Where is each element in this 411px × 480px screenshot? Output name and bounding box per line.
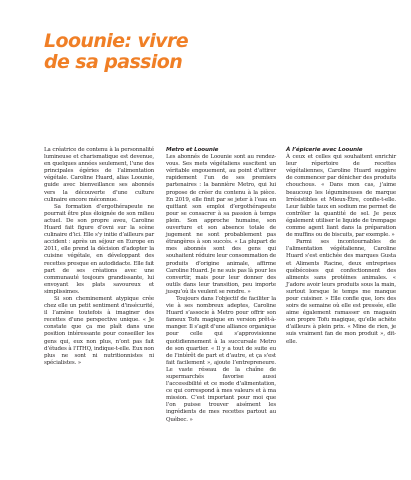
column-1-paragraph: La créatrice de contenu à la personnalité lumineuse et charismatique est devenue, en quelques années seulement, l’une des principales égéries de l’alimentation végétale. Caroline Huard, alias Loounie, guide avec bienveillance ses abonnés vers la découverte d’une culture culinaire encore méconnue. (44, 147, 154, 203)
headline-line-2: de sa passion (44, 51, 183, 73)
article-column-3 (286, 147, 396, 346)
headline-line-1: Loounie: vivre (44, 30, 189, 52)
section-subhead-metro: Metro et Loounie (166, 147, 219, 153)
column-3-paragraph: Parmi ses incontournables de l’alimentation végétalienne, Caroline Huard s’est entichée des marques Gusta et Aliments Racine, deux entreprises québécoises qui confectionnent des aliments sans protéines animales. « J’adore avoir leurs produits sous la main, surtout lorsque le temps me manque pour cuisiner. » Elle confie que, lors des soirs de semaine où elle est pressée, elle aime également ramasser en magasin son propre Tofu magique, qu’elle achète d’ailleurs à plein prix. « Mine de rien, je suis vraiment fan de mon produit », dit-elle. (286, 239, 396, 345)
column-1-paragraph: Sa formation d’ergothérapeute ne pourrait être plus éloignée de son milieu actuel. De son propre aveu, Caroline Huard fait figure d’ovni sur la scène culinaire d’ici. Elle s’y initie d’ailleurs par accident : après un séjour en Europe en 2011, elle prend la décision d’adopter la cuisine végétale, en développant des recettes presque en autodidacte. Elle fait part de ses créations avec une communauté toujours grandissante, lui envoyant les plats savoureux et simplissimes. (44, 203, 154, 295)
column-2-paragraph: Les abonnés de Loounie sont au rendez-vous. Ses mets végétaliens suscitent un véritable engouement, au point d’attirer rapidement l’un de ses premiers partenaires : la bannière Metro, qui lui propose de créer du contenu à la pièce. En 2019, elle finit par se jeter à l’eau en quittant son emploi d’ergothérapeute pour se consacrer à sa passion à temps plein. Son approche humaine, son ouverture et son absence totale de jugement ne sont probablement pas étrangères à son succès. « La plupart de mes abonnés sont des gens qui souhaitent réduire leur consommation de produits d’origine animale, affirme Caroline Huard. Je ne suis pas là pour les convertir, mais pour leur donner des outils dans leur transition, peu importe jusqu’où ils veulent se rendre. » (166, 154, 276, 295)
column-1-paragraph: Si son cheminement atypique crée chez elle un petit sentiment d’insécurité, il l’amène toutefois à imaginer des recettes d’une perspective unique. « Je constate que ça me plaît dans une position intéressante pour conseiller les gens qui, eux non plus, n’ont pas fait d’études à l’ITHQ, indique-t-elle. Eux non plus ne sont ni nutritionnistes ni spécialistes. » (44, 295, 154, 366)
article-headline (44, 31, 264, 73)
article-column-1 (44, 147, 154, 367)
column-3-paragraph: À ceux et celles qui souhaitent enrichir leur répertoire de recettes végétaliennes, Caroline Huard suggère de commencer par dénicher des produits chouchous. « Dans mon cas, j’aime beaucoup les légumineuses de marque Irrésistibles et Mieux-Être, confie-t-elle. Leur faible taux en sodium me permet de contrôler la quantité de sel. Je peux également utiliser le liquide de trempage comme agent liant dans la préparation de muffins ou de biscuits, par exemple. » (286, 154, 396, 239)
article-column-2 (166, 147, 276, 424)
section-subhead-epicerie: À l’épicerie avec Loounie (286, 147, 363, 153)
column-2-paragraph: Toujours dans l’objectif de faciliter la vie à ses nombreux adeptes, Caroline Huard s’associe à Metro pour offrir son fameux Tofu magique en version prêt-à-manger. Il s’agit d’une alliance organique pour celle qui s’approvisionne quotidiennement à la succursale Metro de son quartier. « Il y a tout de suite eu de l’intérêt de part et d’autre, et ça s’est fait facilement », ajoute l’entrepreneure. Le vaste réseau de la chaîne de supermarchés favorise aussi l’accessibilité et ce mode d’alimentation, ce qui correspond à mes valeurs et à ma mission. C’est important pour moi que l’on puisse trouver aisément les ingrédients de mes recettes partout au Québec. » (166, 295, 276, 423)
